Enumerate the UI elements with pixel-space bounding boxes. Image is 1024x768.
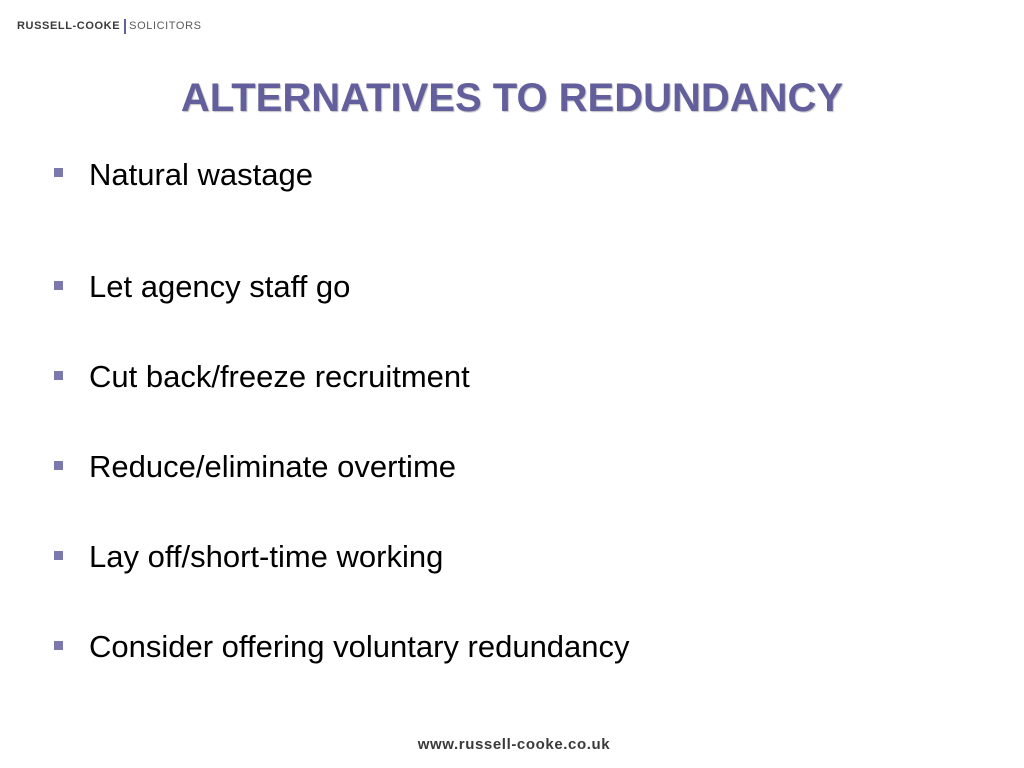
logo-divider	[124, 19, 126, 34]
slide-title: ALTERNATIVES TO REDUNDANCY	[180, 76, 844, 120]
bullet-item	[54, 332, 630, 422]
bullet-item	[54, 242, 630, 332]
bullet-text: Let agency staff go	[89, 269, 351, 304]
bullet-item	[54, 152, 630, 197]
bullet-text: Reduce/eliminate overtime	[89, 449, 457, 484]
bullet-text: Consider offering voluntary redundancy	[89, 629, 630, 664]
bullet-text: Lay off/short-time working	[89, 539, 444, 574]
square-bullet-icon	[54, 168, 63, 177]
logo-name: RUSSELL-COOKE	[17, 20, 121, 32]
footer-url[interactable]: www.russell-cooke.co.uk	[417, 736, 611, 753]
square-bullet-icon	[54, 371, 63, 380]
bullet-item	[54, 602, 630, 692]
bullet-list	[54, 152, 630, 692]
bullet-text: Cut back/freeze recruitment	[89, 359, 470, 394]
square-bullet-icon	[54, 461, 63, 470]
bullet-item	[54, 512, 630, 602]
bullet-text: Natural wastage	[89, 156, 314, 192]
square-bullet-icon	[54, 281, 63, 290]
logo-subtitle: SOLICITORS	[129, 20, 202, 32]
russell-cooke-logo	[17, 17, 202, 35]
square-bullet-icon	[54, 641, 63, 650]
square-bullet-icon	[54, 551, 63, 560]
bullet-item	[54, 422, 630, 512]
